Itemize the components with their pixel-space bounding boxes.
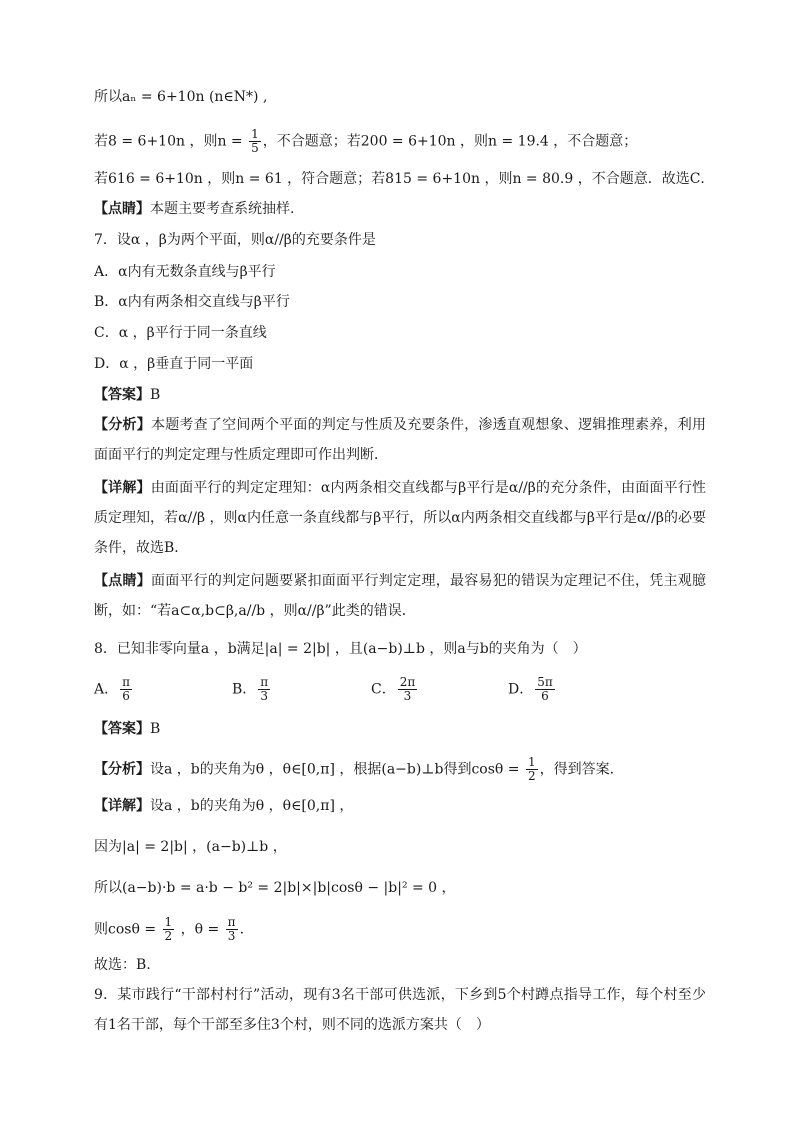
comment-text: 本题主要考查系统抽样. xyxy=(150,201,295,217)
fraction xyxy=(249,128,261,155)
fraction xyxy=(226,916,238,943)
option-c: C．α ，β平行于同一条直线 xyxy=(94,325,267,341)
option-a: A．α内有无数条直线与β平行 xyxy=(94,264,276,280)
fraction-numerator: 1 xyxy=(527,755,536,769)
fraction xyxy=(526,756,538,783)
fraction-denominator: 6 xyxy=(541,689,549,703)
text-segment: . xyxy=(239,921,245,938)
option-d: D．α ，β垂直于同一平面 xyxy=(94,356,254,372)
analysis-block xyxy=(94,410,706,470)
text-segment: ，不合题意；若200 = 6+10n ，则n = 19.4 ，不合题意； xyxy=(262,133,638,150)
fraction-denominator: 3 xyxy=(403,689,412,703)
option-label: B． xyxy=(232,681,257,698)
fraction-numerator: 2π xyxy=(399,675,416,689)
section-tag-dianjing: 【点睛】 xyxy=(94,201,150,217)
section-tag-analysis: 【分析】 xyxy=(94,761,150,778)
analysis-text: 本题考查了空间两个平面的判定与性质及充要条件，渗透直观想象、逻辑推理素养，利用面面平行的判定定理与性质定理即可作出判断． xyxy=(94,417,706,463)
question-7: 7．设α ，β为两个平面，则α//β的充要条件是 xyxy=(94,232,376,248)
fraction xyxy=(258,676,270,703)
section-tag-answer: 【答案】 xyxy=(94,387,150,403)
question-8: 8．已知非零向量a ，b满足|a| = 2|b| ，且(a−b)⊥b ，则a与b的夹角为（ ） xyxy=(94,641,587,657)
option-b: B．α内有两条相交直线与β平行 xyxy=(94,294,290,310)
comment-line xyxy=(94,200,706,218)
solution-step xyxy=(94,916,706,943)
text-line xyxy=(94,128,706,155)
solution-step: 因为|a| = 2|b| ，(a−b)⊥b ， xyxy=(94,839,287,855)
detail-text: 由面面平行的判定定理知：α内两条相交直线都与β平行是α//β的充分条件，由面面平行性质定理知，若α//β ，则α内任意一条直线都与β平行，所以α内两条相交直线都与β平行是α//β的必要条件，故选B． xyxy=(94,480,707,556)
comment-text: 面面平行的判定问题要紧扣面面平行判定定理，最容易犯的错误为定理记不住，凭主观臆断，如：“若a⊂α,b⊂β,a//b ，则α//β”此类的错误． xyxy=(94,573,706,619)
option-label: A． xyxy=(94,681,119,698)
fraction-denominator: 3 xyxy=(227,929,236,943)
fraction-denominator: 5 xyxy=(251,141,259,155)
detail-line xyxy=(94,797,706,815)
section-tag-detail: 【详解】 xyxy=(94,480,151,496)
option-label: D． xyxy=(508,681,534,698)
analysis-line xyxy=(94,756,706,783)
text-segment: 设a ，b的夹角为θ ，θ∈[0,π] ，根据(a−b)⊥b得到cosθ = xyxy=(150,761,524,778)
fraction-numerator: π xyxy=(227,915,236,929)
option-c xyxy=(371,676,419,703)
comment-block xyxy=(94,566,706,626)
fraction xyxy=(120,676,132,703)
text-segment: 若8 = 6+10n ，则n = xyxy=(94,133,248,150)
fraction-numerator: 5π xyxy=(537,675,553,689)
fraction-numerator: π xyxy=(122,675,131,689)
answer-value: B xyxy=(150,387,161,403)
text-line: 所以aₙ = 6+10n (n∈N*) , xyxy=(94,89,268,105)
option-d xyxy=(508,676,557,703)
answer-line xyxy=(94,386,706,404)
text-segment: ，θ = xyxy=(176,921,224,938)
conclusion-line: 故选：B. xyxy=(94,957,151,973)
option-a xyxy=(94,676,134,703)
answer-line xyxy=(94,720,706,738)
answer-value: B xyxy=(150,721,161,737)
section-tag-analysis: 【分析】 xyxy=(94,417,151,433)
fraction xyxy=(398,676,418,703)
fraction-denominator: 6 xyxy=(122,689,130,703)
fraction-denominator: 2 xyxy=(164,929,173,943)
detail-block xyxy=(94,473,706,563)
fraction-numerator: 1 xyxy=(251,127,259,141)
text-line: 若616 = 6+10n ，则n = 61 ，符合题意；若815 = 6+10n ，则n = 80.9 ，不合题意．故选C． xyxy=(94,171,715,187)
section-tag-detail: 【详解】 xyxy=(94,798,150,814)
fraction-denominator: 2 xyxy=(527,769,536,783)
section-tag-dianjing: 【点睛】 xyxy=(94,573,151,589)
fraction xyxy=(535,676,555,703)
fraction-numerator: 1 xyxy=(164,915,173,929)
option-label: C． xyxy=(371,681,396,698)
question-9: 9．某市践行“干部村村行”活动，现有3名干部可供选派，下乡到5个村蹲点指导工作，每个村至少有1名干部，每个干部至多住3个村，则不同的选派方案共（ ） xyxy=(94,987,706,1033)
fraction-denominator: 3 xyxy=(260,689,269,703)
detail-text: 设a ，b的夹角为θ ，θ∈[0,π] ， xyxy=(150,798,354,814)
section-tag-answer: 【答案】 xyxy=(94,721,150,737)
fraction-numerator: π xyxy=(260,675,269,689)
text-segment: 则cosθ = xyxy=(94,921,161,938)
text-segment: ，得到答案. xyxy=(539,761,615,778)
option-b xyxy=(232,676,272,703)
solution-step: 所以(a−b)·b = a·b − b² = 2|b|×|b|cosθ − |b|² = 0 ， xyxy=(94,880,456,896)
fraction xyxy=(163,916,175,943)
